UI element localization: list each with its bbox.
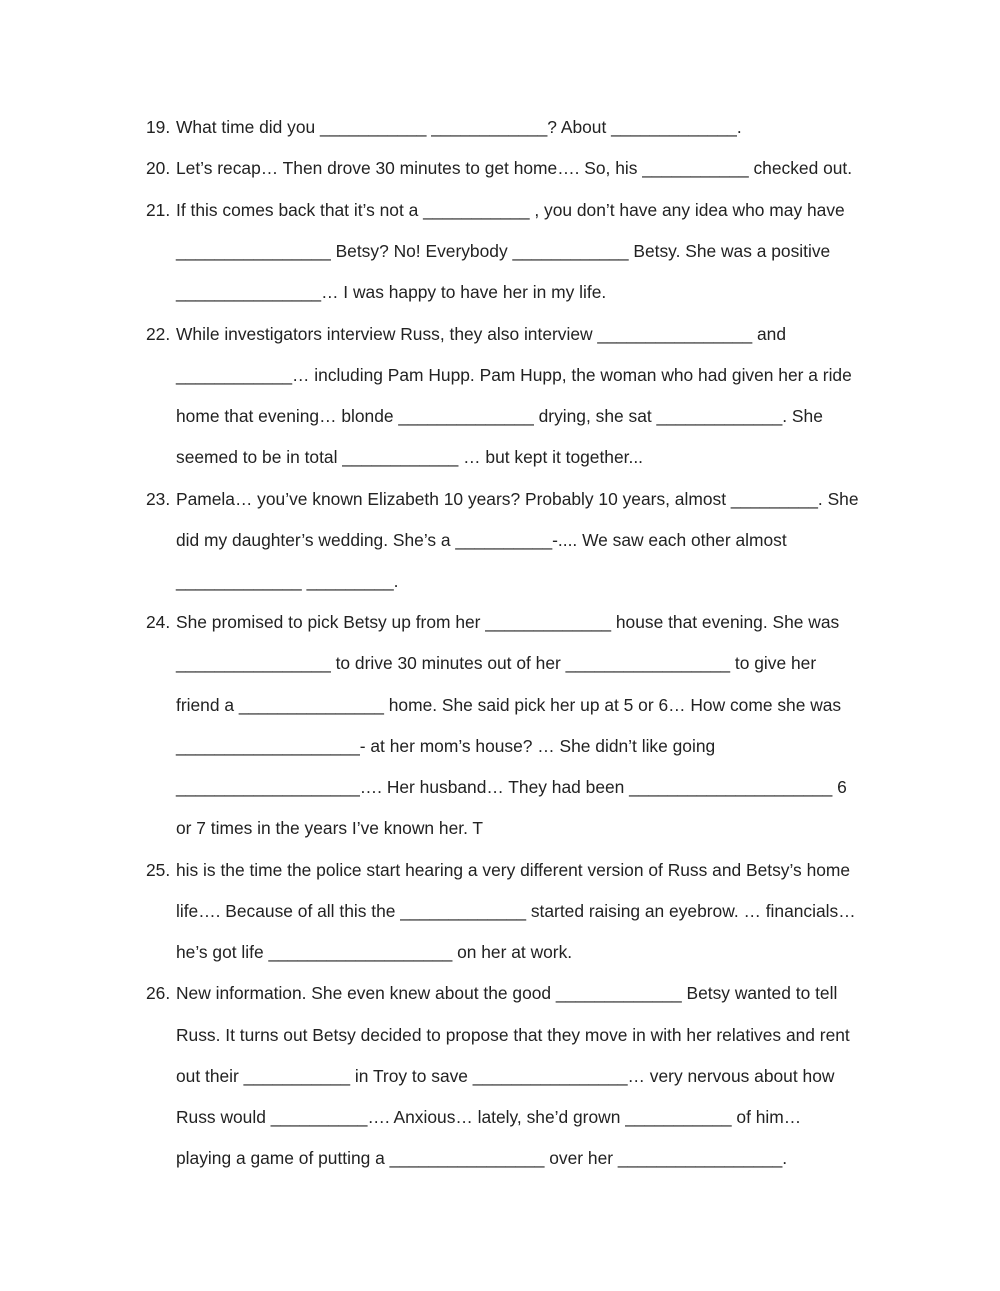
- question-text: ____________… including Pam Hupp. Pam Hupp, the woman who had given her a ride: [176, 365, 852, 385]
- question-text: What time did you ___________ ____________? About _____________.: [176, 117, 742, 137]
- question-number: 19.: [146, 117, 171, 137]
- question-text: ________________ Betsy? No! Everybody ____________ Betsy. She was a positive: [176, 241, 831, 261]
- question-text: he’s got life ___________________ on her at work.: [176, 942, 573, 962]
- question-text: or 7 times in the years I’ve known her. T: [176, 818, 484, 838]
- question-text: ________________ to drive 30 minutes out of her _________________ to give her: [176, 653, 817, 673]
- question-text: She promised to pick Betsy up from her _____________ house that evening. She was: [176, 612, 840, 632]
- question-text: Pamela… you’ve known Elizabeth 10 years? Probably 10 years, almost _________. She: [176, 489, 859, 509]
- question-text: Russ. It turns out Betsy decided to propose that they move in with her relatives and rent: [176, 1025, 850, 1045]
- question-text: Let’s recap… Then drove 30 minutes to get home…. So, his ___________ checked out.: [176, 158, 853, 178]
- question-text: did my daughter’s wedding. She’s a __________-.... We saw each other almost: [176, 530, 787, 550]
- question-text: seemed to be in total ____________ … but kept it together...: [176, 447, 643, 467]
- question-text: While investigators interview Russ, they also interview ________________ and: [176, 324, 786, 344]
- question-text: ___________________- at her mom’s house? … She didn’t like going: [176, 736, 716, 756]
- question-text: home that evening… blonde ______________ drying, she sat _____________. She: [176, 406, 823, 426]
- question-text: playing a game of putting a ________________ over her _________________.: [176, 1148, 788, 1168]
- question-text: his is the time the police start hearing a very different version of Russ and Betsy’s home: [176, 860, 851, 880]
- question-number: 23.: [146, 489, 171, 509]
- question-number: 20.: [146, 158, 171, 178]
- question-number: 25.: [146, 860, 171, 880]
- question-text: ___________________…. Her husband… They had been _____________________ 6: [176, 777, 847, 797]
- question-text: friend a _______________ home. She said pick her up at 5 or 6… How come she was: [176, 695, 842, 715]
- question-number: 24.: [146, 612, 171, 632]
- question-number: 26.: [146, 983, 171, 1003]
- question-number: 21.: [146, 200, 171, 220]
- question-number: 22.: [146, 324, 171, 344]
- question-text: life…. Because of all this the _____________ started raising an eyebrow. … financials…: [176, 901, 856, 921]
- question-text: _______________… I was happy to have her in my life.: [176, 282, 607, 302]
- question-text: out their ___________ in Troy to save ________________… very nervous about how: [176, 1066, 835, 1086]
- question-text: _____________ _________.: [176, 571, 399, 591]
- question-text: New information. She even knew about the good _____________ Betsy wanted to tell: [176, 983, 838, 1003]
- question-text: If this comes back that it’s not a ___________ , you don’t have any idea who may have: [176, 200, 845, 220]
- question-text: Russ would __________…. Anxious… lately, she’d grown ___________ of him…: [176, 1107, 802, 1127]
